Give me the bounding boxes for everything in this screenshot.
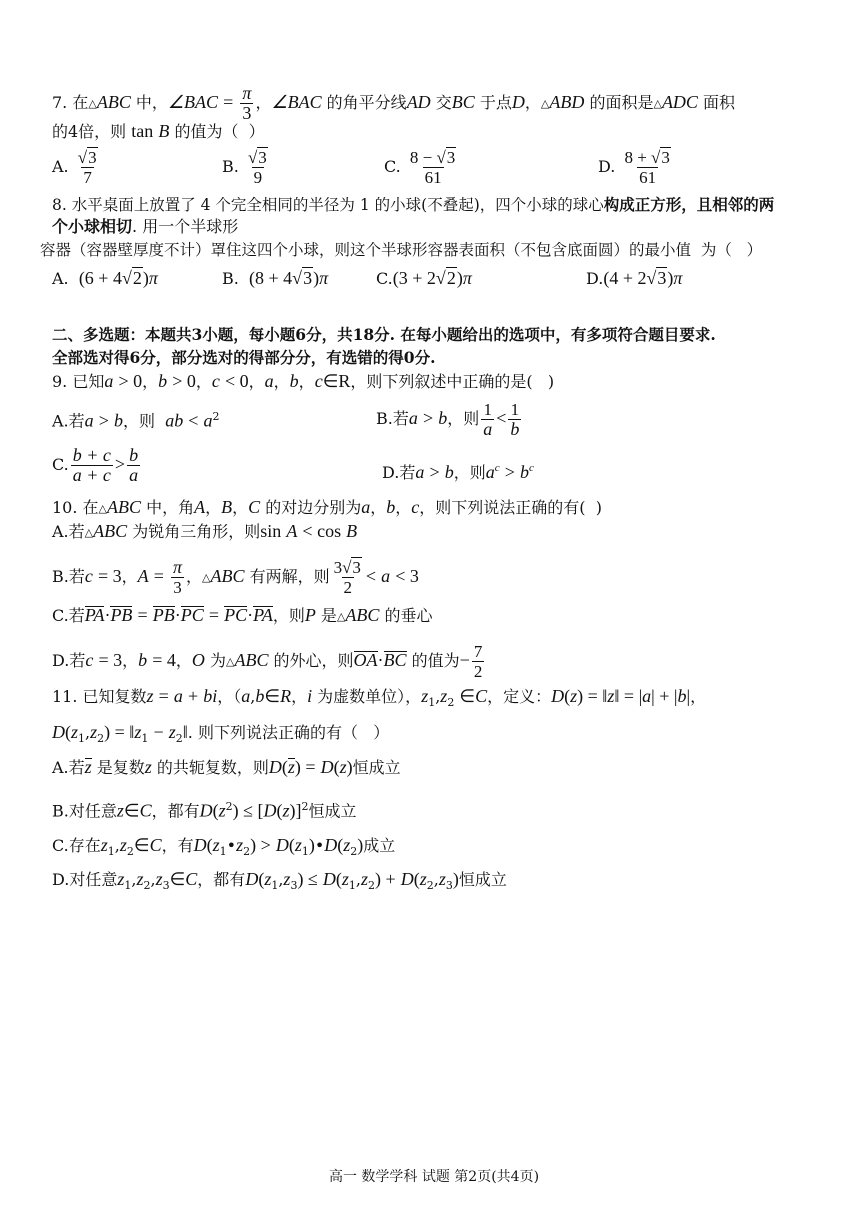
q8-option-c: C.(3 + 2√2)π <box>376 268 472 288</box>
q10-option-d: D.若c = 3，b = 4，O 为△ABC 的外心，则OA·BC 的值为− $\frac{7}{2}$ <box>52 642 483 681</box>
q8-stem-line1: 8. 水平桌面上放置了 4 个完全相同的半径为 1 的小球(不叠起)，四个小球的球心构成正方形，且相邻的两 <box>52 195 775 214</box>
q7-option-c: C. $\frac{8 - √3}{61}$ <box>384 148 456 187</box>
section2-line1: 二、多选题：本题共3小题，每小题6分，共18分. 在每小题给出的选项中，有多项符合题目要求. <box>52 325 716 344</box>
q7-stem-line1: 7. 在△ABC 中，∠BAC = $\frac{\pi}{3}$ ，∠BAC 的角平分线AD 交BC 于点D，△ABD 的面积是△ADC 面积 <box>52 83 736 123</box>
q9-option-c: C. $\frac{b + c}{a + c}$ > $\frac{b}{a}$ <box>52 445 139 485</box>
q11-stem-line2: $D(z_1,z_2)$ = $‖z_1$ − $z_2‖$. 则下列说法正确的有（ ） <box>52 722 390 746</box>
q11-option-d: D.对任意$z_1,z_2,z_3\in C$，都有$D(z_1,z_3) \le D(z_1,z_2) + D(z_2,z_3)$恒成立 <box>52 869 507 893</box>
q9-stem: 9. 已知a > 0，b > 0，c < 0，a，b，c∈R，则下列叙述中正确的是( ) <box>52 371 555 391</box>
q11-stem-line1: 11. 已知复数z = a + bi，（a,b∈R，i 为虚数单位），$z_1,z_2$ ∈C，定义：D(z) = ‖z‖ = |a| + |b|， <box>52 686 707 710</box>
q8-option-a: A. (6 + 4√2)π <box>52 268 158 288</box>
q10-option-a: A.若△ABC 为锐角三角形，则sin A < cos B <box>52 521 358 541</box>
q11-option-b: B.对任意z∈C，都有$D(z^2) \le [D(z)]^2$恒成立 <box>52 800 357 821</box>
q8-option-b: B. (8 + 4√3)π <box>222 268 329 288</box>
page-footer: 高一 数学学科 试题 第2页(共4页) <box>328 1169 540 1185</box>
q10-option-b: B.若c = 3，A = $\frac{\pi}{3}$ ，△ABC 有两解，则 $\frac{3√3}{2}$ < a < 3 <box>52 557 419 597</box>
section2-line2: 全部选对得6分，部分选对的得部分分，有选错的得0分. <box>52 348 436 367</box>
q9-option-a: A.若a > b，则 ab < $a^2$ <box>52 410 220 431</box>
q10-stem: 10. 在△ABC 中，角A，B，C 的对边分别为a，b，c，则下列说法正确的有( ) <box>52 497 602 517</box>
q8-stem-line2: 个小球相切. 用一个半球形 <box>52 217 239 236</box>
q7-option-d: D. $\frac{8 + √3}{61}$ <box>598 148 670 187</box>
q11-option-a: A.若z 是复数z 的共轭复数，则D(z) = D(z)恒成立 <box>52 757 401 777</box>
q11-option-c: C.存在$z_1,z_2\in C$，有$D(z_1•z_2)$ > $D(z_1)•D(z_2)$成立 <box>52 835 396 859</box>
q9-option-b: B.若a > b，则 $\frac{1}{a}$ < $\frac{1}{b}$ <box>376 400 520 439</box>
q7-option-a: A. $\frac{√3}{7}$ <box>52 148 97 187</box>
q8-stem-line3: 容器（容器壁厚度不计）罩住这四个小球，则这个半球形容器表面积（不包含底面圆）的最小值 为（ ） <box>40 241 763 259</box>
q8-option-d: D.(4 + 2√3)π <box>586 268 683 288</box>
q9-option-d: D.若a > b，则$a^c > b^c$ <box>382 462 534 482</box>
q10-option-c: C.若PA·PB = PB·PC = PC·PA，则P 是△ABC 的垂心 <box>52 605 433 625</box>
q7-stem-line2: 的4倍，则 tan B 的值为（ ） <box>52 121 265 141</box>
q7-option-b: B. $\frac{√3}{9}$ <box>222 148 267 187</box>
